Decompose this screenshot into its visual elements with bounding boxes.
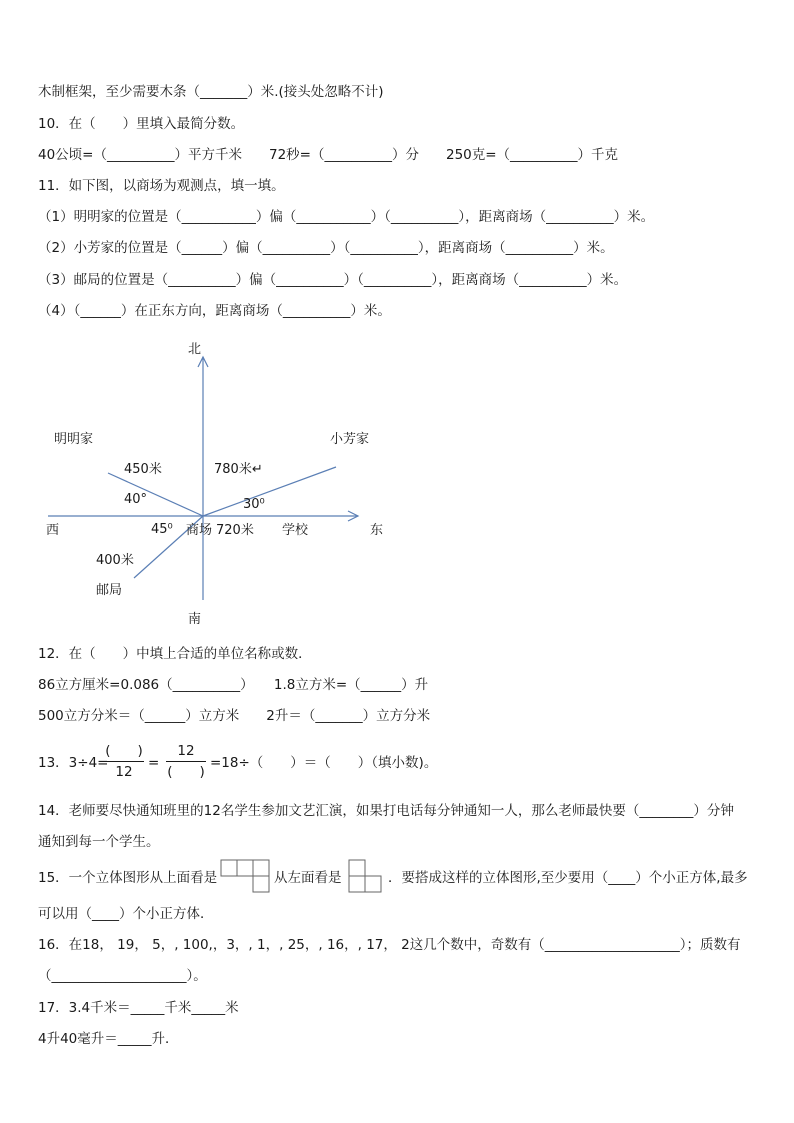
- q10-items: 40公顷=（__________）平方千米 72秒=（__________）分 250克=（__________）千克: [38, 147, 619, 163]
- q15-part-a: 15．一个立体图形从上面看是: [38, 870, 218, 886]
- q12-row1: 86立方厘米=0.086（__________） 1.8立方米=（______）升: [38, 677, 429, 693]
- label-east: 东: [370, 523, 384, 538]
- q11-part4: （4）（______）在正东方向，距离商场（__________）米。: [38, 303, 391, 319]
- q15-part-c: ．要搭成这样的立体图形,至少要用（____）个小正方体,最多: [388, 870, 748, 886]
- q15-line2: 可以用（____）个小正方体．: [38, 906, 214, 922]
- label-dist-400: 400米: [96, 553, 134, 568]
- label-dist-780: 780米↵: [214, 462, 263, 477]
- direction-diagram-svg: [38, 335, 398, 635]
- label-center: 商场: [186, 523, 213, 538]
- ray-mingming: [108, 473, 203, 516]
- fraction-1: [104, 742, 144, 781]
- q17-line2: 4升40毫升＝_____升．: [38, 1031, 179, 1047]
- left-view-grid-icon: [348, 859, 384, 895]
- q13-prefix: 13．3÷4=: [38, 755, 109, 771]
- label-angle-30: 30⁰: [243, 497, 265, 512]
- label-north: 北: [188, 342, 202, 357]
- label-youju: 邮局: [96, 583, 123, 598]
- q11-part2: （2）小芳家的位置是（______）偏（__________）（__________），距离商场（__________）米。: [38, 240, 614, 256]
- q14-line1: 14．老师要尽快通知班里的12名学生参加文艺汇演，如果打电话每分钟通知一人，那么老师最快要（________）分钟: [38, 803, 734, 819]
- q11-part1: （1）明明家的位置是（___________）偏（___________）（__________），距离商场（__________）米。: [38, 209, 655, 225]
- top-view-grid-icon: [220, 859, 272, 895]
- q11-part3: （3）邮局的位置是（__________）偏（__________）（__________），距离商场（__________）米。: [38, 272, 628, 288]
- q14-line2: 通知到每一个学生。: [38, 834, 160, 850]
- label-school: 学校: [282, 523, 309, 538]
- fraction-1-denominator: 12: [115, 764, 133, 780]
- q16-line1: 16．在18， 19， 5，, 100,，3，, 1，, 25，, 16，, 17， 2这几个数中，奇数有（____________________）；质数有: [38, 937, 741, 953]
- q13-suffix: =18÷（ ）＝（ ）（填小数)。: [210, 755, 438, 771]
- label-south: 南: [188, 612, 202, 627]
- label-mingming: 明明家: [54, 432, 94, 447]
- q16-line2: （____________________）。: [38, 968, 207, 984]
- q11-title: 11．如下图，以商场为观测点，填一填。: [38, 178, 285, 194]
- q12-row2: 500立方分米＝（______）立方米 2升＝（_______）立方分米: [38, 708, 431, 724]
- q12-title: 12．在（ ）中填上合适的单位名称或数．: [38, 646, 312, 662]
- label-xiaofang: 小芳家: [330, 432, 370, 447]
- fraction-1-numerator: ( ): [105, 743, 143, 759]
- q10-title: 10．在（ ）里填入最简分数。: [38, 116, 245, 132]
- q9-tail: 木制框架，至少需要木条（_______）米.(接头处忽略不计): [38, 84, 384, 100]
- label-west: 西: [46, 523, 60, 538]
- q17-line1: 17．3.4千米＝_____千米_____米: [38, 1000, 239, 1016]
- label-angle-45: 45⁰: [151, 522, 173, 537]
- fraction-2-denominator: ( ): [167, 764, 205, 780]
- q13-equals: =: [148, 755, 160, 771]
- label-angle-40: 40°: [124, 492, 148, 507]
- fraction-2-numerator: 12: [177, 743, 195, 759]
- fraction-2: [166, 742, 206, 781]
- label-dist-450: 450米: [124, 462, 162, 477]
- q15-part-b: 从左面看是: [274, 870, 342, 886]
- label-dist-720: 720米: [216, 523, 254, 538]
- direction-diagram: [38, 335, 398, 635]
